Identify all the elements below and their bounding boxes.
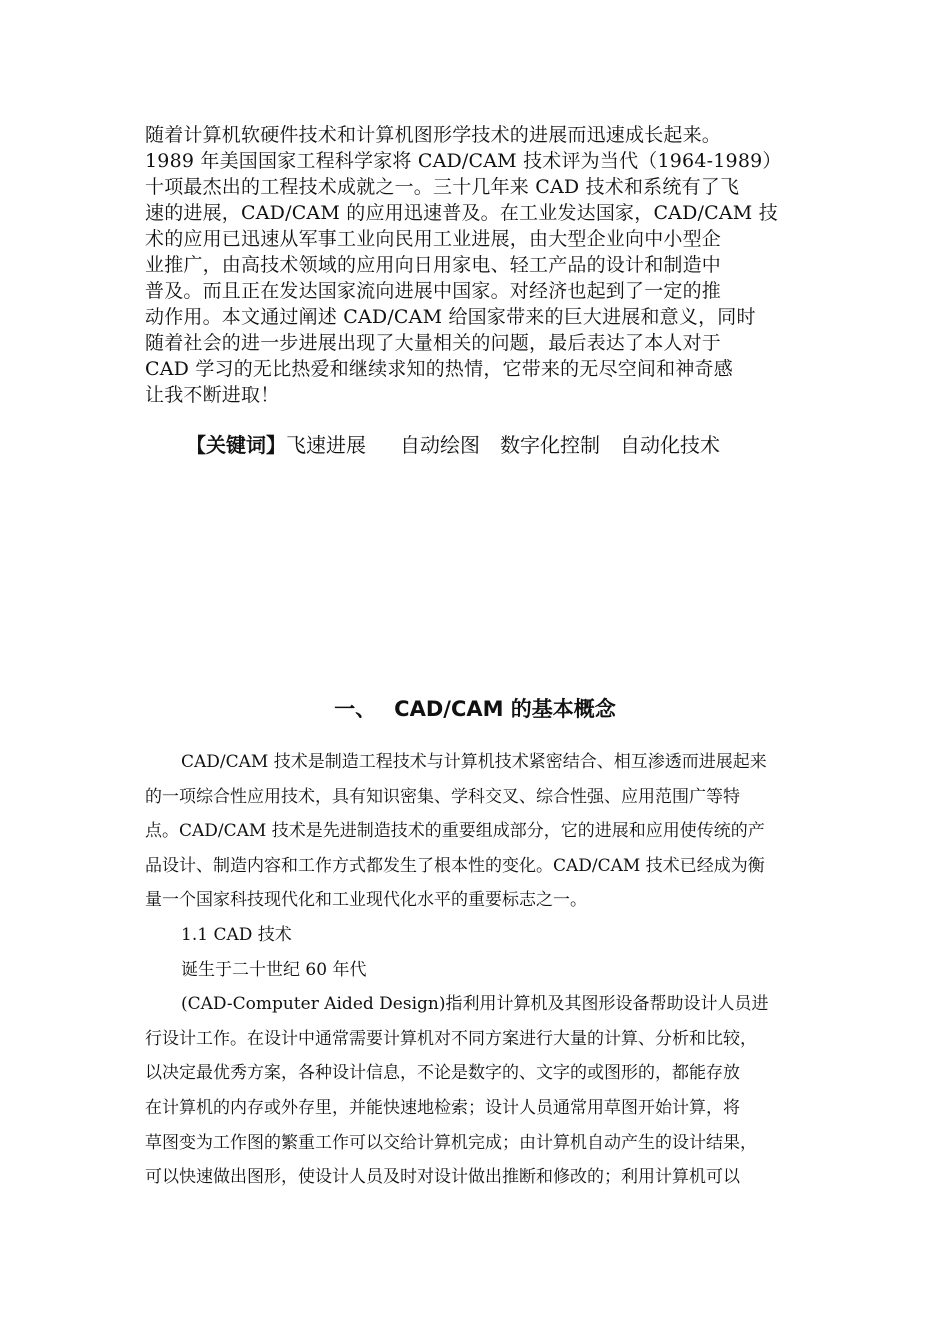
abstract-line: 十项最杰出的工程技术成就之一。三十几年来 CAD 技术和系统有了飞 <box>145 176 740 198</box>
body-line: CAD/CAM 技术是制造工程技术与计算机技术紧密结合、相互渗透而进展起来 <box>181 752 767 772</box>
abstract-line: 1989 年美国国家工程科学家将 CAD/CAM 技术评为当代（1964-1989） <box>145 150 782 172</box>
keyword-item: 飞速进展 <box>286 433 366 457</box>
keyword-item: 自动化技术 <box>620 433 720 457</box>
body-line: 量一个国家科技现代化和工业现代化水平的重要标志之一。 <box>145 890 587 911</box>
section-title-text: CAD/CAM 的基本概念 <box>394 697 616 721</box>
body-line: 的一项综合性应用技术，具有知识密集、学科交叉、综合性强、应用范围广等特 <box>145 786 740 807</box>
abstract-line: 术的应用已迅速从军事工业向民用工业进展，由大型企业向中小型企 <box>145 228 722 250</box>
section-heading <box>0 694 950 724</box>
abstract-line: 让我不断进取！ <box>145 384 280 406</box>
body-text <box>145 745 835 1195</box>
section-number: 一、 <box>334 697 377 721</box>
body-line: 在计算机的内存或外存里，并能快速地检索；设计人员通常用草图开始计算，将 <box>145 1097 740 1118</box>
keywords-line <box>186 430 826 460</box>
body-line: 行设计工作。在设计中通常需要计算机对不同方案进行大量的计算、分析和比较， <box>145 1028 757 1049</box>
abstract-line: 业推广，由高技术领域的应用向日用家电、轻工产品的设计和制造中 <box>145 254 722 276</box>
abstract-line: 动作用。本文通过阐述 CAD/CAM 给国家带来的巨大进展和意义，同时 <box>145 306 756 328</box>
keywords-label: 【关键词】 <box>186 433 286 457</box>
body-line: 诞生于二十世纪 60 年代 <box>181 959 367 980</box>
abstract-line: CAD 学习的无比热爱和继续求知的热情，它带来的无尽空间和神奇感 <box>145 358 733 380</box>
body-line: (CAD-Computer Aided Design)指利用计算机及其图形设备帮助设计人员进 <box>181 994 769 1015</box>
body-line: 草图变为工作图的繁重工作可以交给计算机完成；由计算机自动产生的设计结果， <box>145 1132 757 1153</box>
subsection-heading: 1.1 CAD 技术 <box>181 924 292 945</box>
abstract-line: 普及。而且正在发达国家流向进展中国家。对经济也起到了一定的推 <box>145 280 722 302</box>
abstract-line: 随着计算机软硬件技术和计算机图形学技术的进展而迅速成长起来。 <box>145 124 722 146</box>
abstract-paragraph <box>145 122 835 408</box>
keyword-item: 自动绘图 <box>400 433 480 457</box>
keyword-item: 数字化控制 <box>500 433 600 457</box>
body-line: 可以快速做出图形，使设计人员及时对设计做出推断和修改的；利用计算机可以 <box>145 1167 740 1188</box>
abstract-line: 速的进展，CAD/CAM 的应用迅速普及。在工业发达国家，CAD/CAM 技 <box>145 202 778 224</box>
abstract-line: 随着社会的进一步进展出现了大量相关的问题，最后表达了本人对于 <box>145 332 722 354</box>
body-line: 品设计、制造内容和工作方式都发生了根本性的变化。CAD/CAM 技术已经成为衡 <box>145 855 765 876</box>
body-line: 点。CAD/CAM 技术是先进制造技术的重要组成部分，它的进展和应用使传统的产 <box>145 821 765 842</box>
body-line: 以决定最优秀方案，各种设计信息，不论是数字的、文字的或图形的，都能存放 <box>145 1063 740 1084</box>
